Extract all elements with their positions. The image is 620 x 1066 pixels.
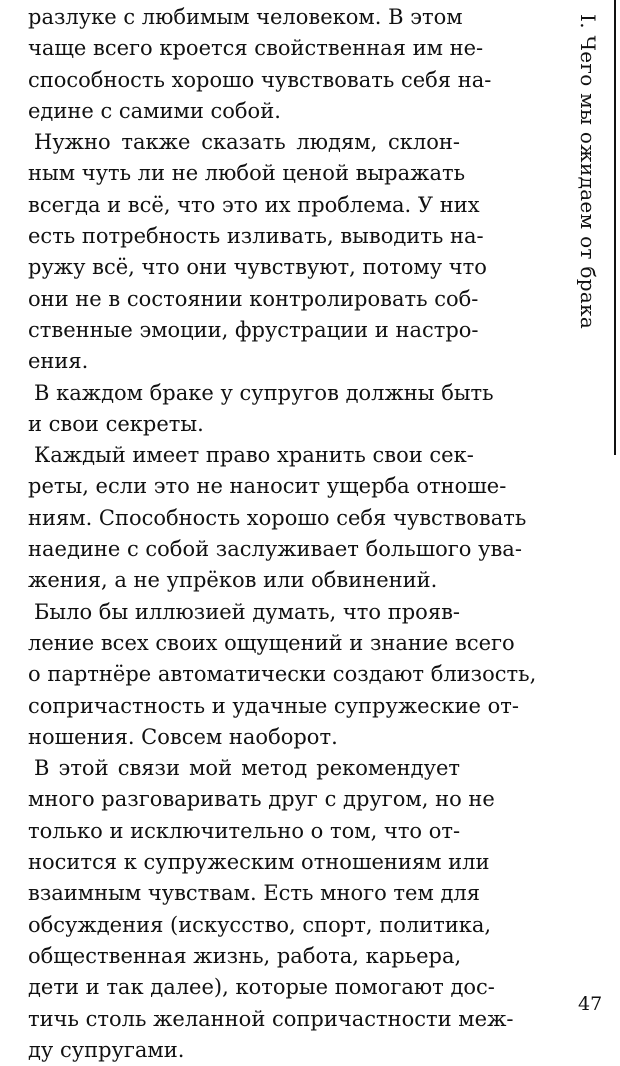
text-line: жения, а не упрёков или обвинений. bbox=[28, 568, 438, 593]
text-line: ниям. Способность хорошо себя чувствовать bbox=[28, 505, 527, 530]
text-line: Каждый имеет право хранить свои сек- bbox=[34, 443, 474, 468]
text-line: всегда и всё, что это их проблема. У них bbox=[28, 192, 480, 217]
text-line: наедине с собой заслуживает большого ува- bbox=[28, 537, 522, 562]
text-line: способность хорошо чувствовать себя на- bbox=[28, 67, 492, 92]
text-line: дети и так далее), которые помогают дос- bbox=[28, 975, 495, 1000]
text-line: реты, если это не наносит ущерба отноше- bbox=[28, 474, 507, 499]
page-number: 47 bbox=[578, 993, 603, 1015]
text-line: общественная жизнь, работа, карьера, bbox=[28, 943, 462, 968]
text-line: Было бы иллюзией думать, что прояв- bbox=[34, 599, 460, 624]
text-line: чаще всего кроется свойственная им не- bbox=[28, 36, 484, 61]
running-head-text: I. Чего мы ожидаем от брака bbox=[576, 14, 600, 330]
text-line: о партнёре автоматически создают близость, bbox=[28, 662, 537, 687]
running-head-rule bbox=[614, 0, 616, 455]
text-line: взаимным чувствам. Есть много тем для bbox=[28, 881, 481, 906]
text-line: тичь столь желанной сопричастности меж- bbox=[28, 1006, 514, 1031]
text-line: В этой связи мой метод рекомендует bbox=[34, 756, 460, 781]
text-line: ношения. Совсем наоборот. bbox=[28, 724, 338, 749]
text-line: только и исключительно о том, что от- bbox=[28, 818, 461, 843]
text-line: они не в состоянии контролировать соб- bbox=[28, 286, 479, 311]
text-line: ружу всё, что они чувствуют, потому что bbox=[28, 255, 487, 280]
text-line: Нужно также сказать людям, склон- bbox=[34, 130, 460, 155]
text-line: едине с самими собой. bbox=[28, 98, 281, 123]
text-line: В каждом браке у супругов должны быть bbox=[34, 380, 494, 405]
text-line: ду супругами. bbox=[28, 1037, 185, 1062]
text-line: много разговаривать друг с другом, но не bbox=[28, 787, 495, 812]
running-head bbox=[570, 14, 606, 344]
text-line: носится к супружеским отношениям или bbox=[28, 850, 490, 875]
text-line: обсуждения (искусство, спорт, политика, bbox=[28, 912, 492, 937]
text-line: сопричастность и удачные супружеские от- bbox=[28, 693, 519, 718]
text-line: ление всех своих ощущений и знание всего bbox=[28, 630, 515, 655]
text-line: разлуке с любимым человеком. В этом bbox=[28, 5, 463, 29]
text-line: ения. bbox=[28, 349, 89, 374]
text-line: есть потребность изливать, выводить на- bbox=[28, 224, 484, 249]
text-line: и свои секреты. bbox=[28, 411, 204, 436]
text-line: ным чуть ли не любой ценой выражать bbox=[28, 161, 466, 186]
body-text bbox=[28, 2, 537, 1066]
text-line: ственные эмоции, фрустрации и настро- bbox=[28, 317, 479, 342]
